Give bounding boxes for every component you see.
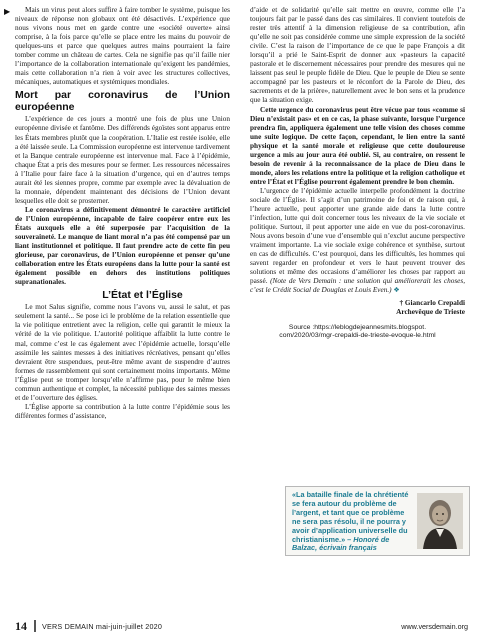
signature-name: † Giancarlo Crepaldi xyxy=(399,298,465,307)
paragraph: Le mot Salus signifie, comme nous l’avons vu, aussi le salut, et pas seulement la santé... Se pose ici le problème de la relation essentielle que la vie politique entretient avec la religion, celle qui garantit le mieux la vérité de la vie politique. L’autorité politique affaiblit la lutte contre le mal, comme c’est le cas également avec l’épidémie actuelle, lorsqu’elle assimile les saintes messes à des initiatives récréatives, pensant qu’elles devraient être suspendues, peut-être même avant de suspendre d’autres formes de rassemblement qui sont certainement moins importants. Même l’Église peut se tromper lorsqu’elle n’affirme pas, pour le même bien commun authentique et complet, la nécessité publique des saintes messes et de l’ouverture des églises. xyxy=(15,303,230,402)
bold-paragraph: Cette urgence du coronavirus peut être vécue par tous «comme si Dieu n’existait pas» et en ce cas, la phase suivante, lorsque l’urgence prendra fin, appliquera également une telle vision des choses comme une suite logique. De cette façon, cependant, le lien entre la santé physique et la santé morale et religieuse que cette douloureuse urgence a mis au jour aura été oublié. Si, au contraire, on ressent le besoin de revenir à la reconnaissance de la place de Dieu dans le monde, alors les relations entre la politique et la religion catholique et entre l’État et l’Église pourront également prendre le bon chemin. xyxy=(250,105,465,186)
paragraph: L’Église apporte sa contribution à la lutte contre l’épidémie sous les différentes formes d’assistance, xyxy=(15,402,230,420)
quote-author: – Honoré de Balzac, écrivain français xyxy=(292,534,390,553)
paragraph: Mais un virus peut alors suffire à faire tomber le système, puisque les niveaux de réponse non globaux ont été désactivés. L’expérience que nous vivons nous met en garde contre une «société ouverte» ainsi comprise, à la fois parce qu’elle se place entre les mains du pouvoir de quelques-uns et parce que quelques autres mains pourraient la faire tomber comme un château de cartes. Cela ne signifie pas qu’il faille nier l’importance de la collaboration internationale qu’exigent les pandémies, mais cette collaboration n’a rien à voir avec les structures collectives, mécaniques, automatiques et systémiques mondiales. xyxy=(15,6,230,87)
bold-paragraph: Le coronavirus a définitivement démontré le caractère artificiel de l’Union européenne, incapable de faire coopérer entre eux les États auxquels elle a été superposée par l’acquisition de la souveraineté. Le manque de liant moral n’a pas été compensé par un liant institutionnel et politique. Il faut prendre acte de cette fin peu glorieuse, par coronavirus, de l’Union européenne et penser qu’une collaboration entre les États européens dans la lutte pour la santé est également possible en dehors des institutions politiques supranationales. xyxy=(15,205,230,287)
signature-block xyxy=(250,299,465,318)
source-line: com/2020/03/mgr-crepaldi-de-trieste-evoque-le.html xyxy=(279,331,436,339)
paragraph xyxy=(250,187,465,296)
magazine-issue: VERS DEMAIN mai-juin-juillet 2020 xyxy=(42,622,163,631)
section-heading-state-church: L’État et l’Église xyxy=(102,289,183,302)
paragraph: L’expérience de ces jours a montré une fois de plus une Union européenne divisée et fantôme. Des différends égoïstes sont apparus entre les États membres plutôt que la coopération. L’Italie est restée isolée, elle a été laissée seule. La Commission européenne est intervenue tardivement et la Banque centrale européenne est intervenue mal. Face à l’épidémie, chaque État a pris des mesures pour se fermer. Les ressources nécessaires à l’Italie pour faire face à la situation d’urgence, qui en d’autres temps aurait été les siennes propre, comme par exemple avec la dévaluation de la monnaie, dépendent maintenant des décisions de l’Union devant lesquelles elle doit se prosterner. xyxy=(15,115,231,205)
signature-title: Archevêque de Trieste xyxy=(396,308,465,316)
footer-divider xyxy=(34,620,36,632)
left-column xyxy=(15,6,230,421)
section-heading-eu: Mort par coronavirus de l’Union européenne xyxy=(15,89,230,114)
source-line: Source :https://leblogdejeannesmits.blogspot. xyxy=(288,323,427,331)
quote-body: «La bataille finale de la chrétienté se fera autour du problème de l’argent, et tant que ce problème ne sera pas résolu, il ne pourra y avoir d’application universelle du christianisme.» xyxy=(292,490,409,544)
right-column xyxy=(250,6,465,340)
arrow-marker-icon: ▶ xyxy=(4,7,11,16)
quote-box xyxy=(285,486,470,556)
website-link[interactable]: www.versdemain.org xyxy=(401,622,468,631)
paragraph-text: L’urgence de l’épidémie actuelle interpelle profondément la doctrine sociale de l’Église. Il s’agit d’un patrimoine de foi et de raison qui, à l’heure actuelle, peut apporter une grande aide dans la lutte contre l’infection, lutte qui doit concerner tous les niveaux de la vie sociale et politique. Surtout, il peut apporter une aide en vue du post-coronavirus. Nous avons besoin d’une vue d’ensemble qui n’exclut aucune perspective vraiment importante. La vie sociale exige cohérence et synthèse, surtout en cas de difficultés. C’est pourquoi, dans les difficultés, les hommes qui savent regarder en profondeur et vers le haut peuvent trouver des solutions et même des occasions d’améliorer les choses par rapport au passé. xyxy=(250,186,465,286)
source-citation xyxy=(250,324,465,341)
editor-note: (Note de Vers Demain : une solution qui améliorerait les choses, c’est le Crédit Social de Douglas et Louis Even.) xyxy=(250,277,466,295)
diamond-icon: ❖ xyxy=(393,286,400,295)
quote-text xyxy=(292,491,410,553)
page-footer xyxy=(0,617,480,637)
paragraph: d’aide et de solidarité qu’elle sait mettre en œuvre, comme elle l’a toujours fait par le passé dans des cas similaires. Il convient toutefois de rester très attentif à la dimension religieuse de sa contribution, afin qu’elle ne soit pas considérée comme une simple expression de la société civile. C’est la raison de l’importance de ce que le pape François a dit lorsqu’il a prié le Saint-Esprit de donner aux «pasteurs la capacité pastorale et le discernement nécessaires pour prendre des mesures qui ne laissent pas seul le peuple fidèle de Dieu. Que le peuple de Dieu se sente accompagné par les pasteurs et le réconfort de la Parole de Dieu, des sacrements et de la prière», naturellement avec le bon sens et la prudence que la situation exige. xyxy=(250,6,465,105)
balzac-portrait-icon xyxy=(417,493,463,549)
page-number: 14 xyxy=(15,619,27,633)
